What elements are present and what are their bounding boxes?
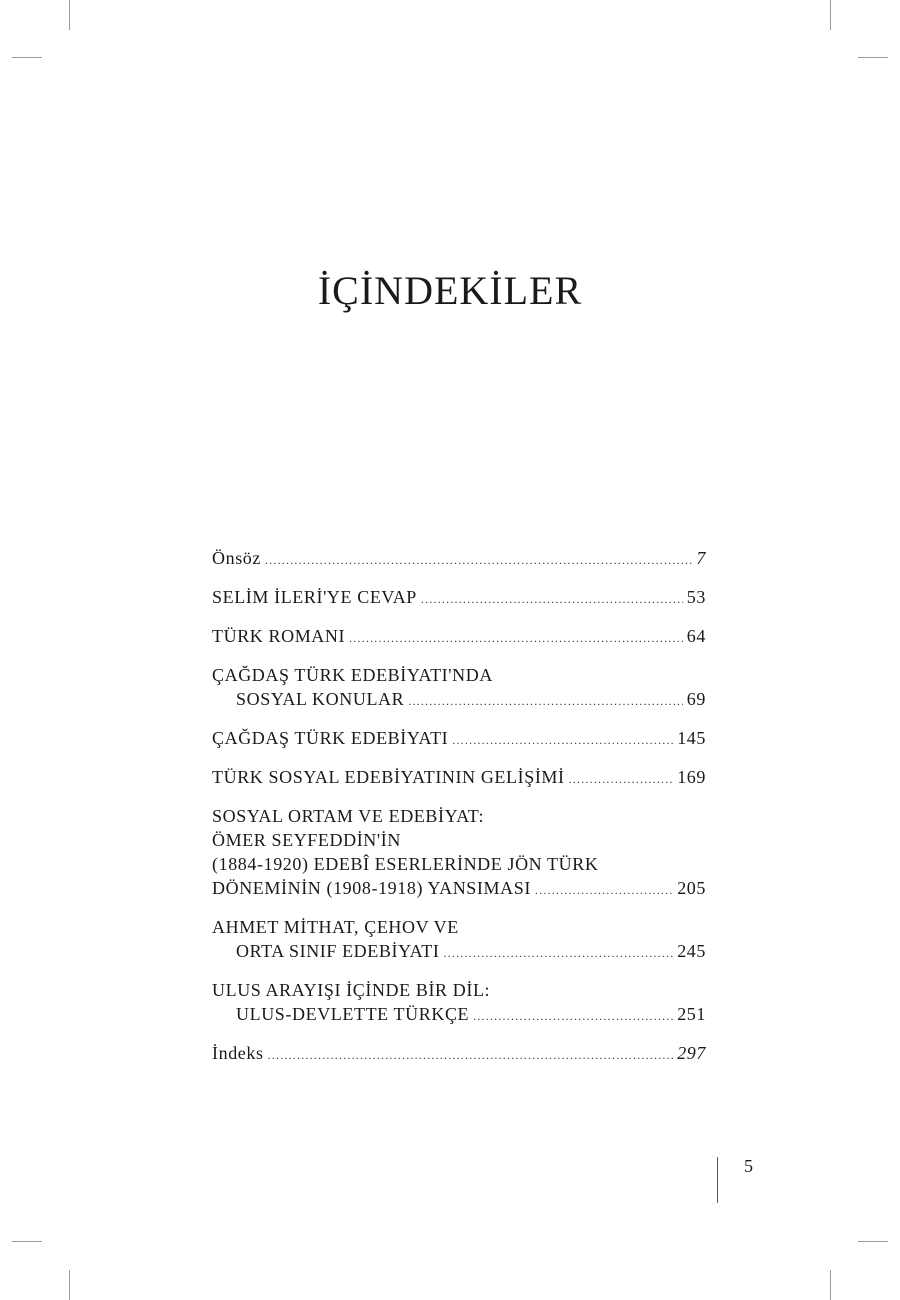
toc-entry [212, 978, 706, 1028]
table-of-contents [212, 546, 706, 1080]
toc-page-number: 297 [677, 1043, 706, 1063]
toc-line [212, 915, 706, 939]
toc-line [212, 765, 706, 791]
toc-entry [212, 1041, 706, 1067]
toc-leader-dots [265, 548, 692, 572]
toc-page-number: 53 [686, 587, 706, 607]
crop-mark-top-right [830, 0, 831, 30]
toc-entry-title: ÇAĞDAŞ TÜRK EDEBİYATI'NDA [212, 665, 493, 685]
toc-line [212, 726, 706, 752]
toc-entry-title: SOSYAL ORTAM VE EDEBİYAT: [212, 806, 485, 826]
toc-entry [212, 915, 706, 965]
toc-leader-dots [408, 689, 683, 713]
toc-entry-title: DÖNEMİNİN (1908-1918) YANSIMASI [212, 878, 531, 898]
toc-entry [212, 585, 706, 611]
toc-leader-dots [452, 728, 673, 752]
toc-entry [212, 624, 706, 650]
toc-line [212, 585, 706, 611]
crop-mark-bottom-left [69, 1270, 70, 1300]
toc-page-number: 69 [686, 689, 706, 709]
toc-entry-title: SELİM İLERİ'YE CEVAP [212, 587, 417, 607]
toc-entry [212, 804, 706, 902]
toc-page-number: 145 [677, 728, 706, 748]
toc-page-number: 245 [677, 941, 706, 961]
folio-rule [717, 1157, 718, 1203]
crop-mark-top-left [69, 0, 70, 30]
toc-entry-title: TÜRK ROMANI [212, 626, 346, 646]
toc-line [212, 939, 706, 965]
toc-page-number: 251 [677, 1004, 706, 1024]
toc-line [212, 828, 706, 852]
toc-entry-title: TÜRK SOSYAL EDEBİYATININ GELİŞİMİ [212, 767, 565, 787]
toc-entry-title: (1884-1920) EDEBÎ ESERLERİNDE JÖN TÜRK [212, 854, 599, 874]
toc-entry-title: Önsöz [212, 548, 261, 568]
toc-line [212, 1041, 706, 1067]
toc-entry-title: ÇAĞDAŞ TÜRK EDEBİYATI [212, 728, 449, 748]
toc-entry [212, 663, 706, 713]
toc-entry-title: İndeks [212, 1043, 264, 1063]
toc-line [212, 663, 706, 687]
toc-line [212, 1002, 706, 1028]
toc-line [212, 876, 706, 902]
toc-line [212, 804, 706, 828]
toc-line [212, 546, 706, 572]
crop-mark-right-bottom [858, 1241, 888, 1242]
page-title: İÇİNDEKİLER [317, 267, 583, 313]
toc-entry [212, 726, 706, 752]
toc-page-number: 169 [677, 767, 706, 787]
toc-page-number: 64 [686, 626, 706, 646]
toc-line [212, 687, 706, 713]
crop-mark-left-top [12, 57, 42, 58]
toc-entry-title: ULUS ARAYIŞI İÇİNDE BİR DİL: [212, 980, 491, 1000]
toc-line [212, 852, 706, 876]
toc-entry-title: ULUS-DEVLETTE TÜRKÇE [236, 1004, 470, 1024]
toc-leader-dots [421, 587, 683, 611]
toc-leader-dots [535, 878, 673, 902]
toc-leader-dots [349, 626, 683, 650]
toc-leader-dots [268, 1043, 674, 1067]
toc-entry-title: ÖMER SEYFEDDİN'İN [212, 830, 401, 850]
toc-line [212, 978, 706, 1002]
toc-entry-title: ORTA SINIF EDEBİYATI [236, 941, 440, 961]
toc-entry-title: AHMET MİTHAT, ÇEHOV VE [212, 917, 459, 937]
toc-entry [212, 546, 706, 572]
toc-page-number: 205 [677, 878, 706, 898]
page-number: 5 [744, 1156, 753, 1176]
toc-page-number: 7 [696, 548, 706, 568]
toc-leader-dots [569, 767, 674, 791]
crop-mark-right-top [858, 57, 888, 58]
toc-entry-title: SOSYAL KONULAR [236, 689, 405, 709]
toc-leader-dots [443, 941, 673, 965]
crop-mark-left-bottom [12, 1241, 42, 1242]
toc-leader-dots [473, 1004, 673, 1028]
toc-line [212, 624, 706, 650]
crop-mark-bottom-right [830, 1270, 831, 1300]
toc-entry [212, 765, 706, 791]
